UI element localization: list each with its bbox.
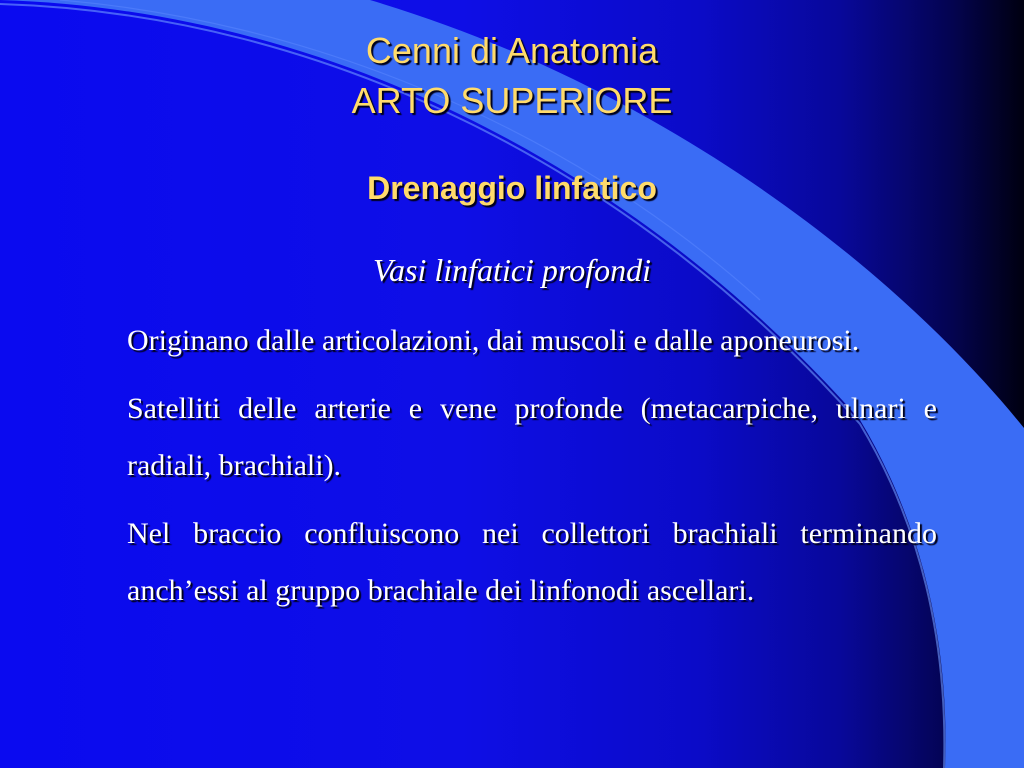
slide-title-line-2: ARTO SUPERIORE — [351, 80, 673, 121]
paragraph-satellites: Satelliti delle arterie e vene profonde (metacarpiche, ulnari e radiali, brachiali). — [127, 392, 937, 482]
paragraph-origin: Originano dalle articolazioni, dai muscoli e dalle aponeurosi. — [127, 324, 860, 357]
paragraph-arm: Nel braccio confluiscono nei collettori brachiali terminando anch’essi al gruppo brachiale dei linfonodi ascellari. — [127, 517, 937, 607]
slide-body — [127, 312, 937, 630]
subheading: Vasi linfatici profondi — [373, 252, 651, 288]
slide-title-line-1: Cenni di Anatomia — [365, 30, 659, 71]
section-title: Drenaggio linfatico — [367, 170, 657, 206]
